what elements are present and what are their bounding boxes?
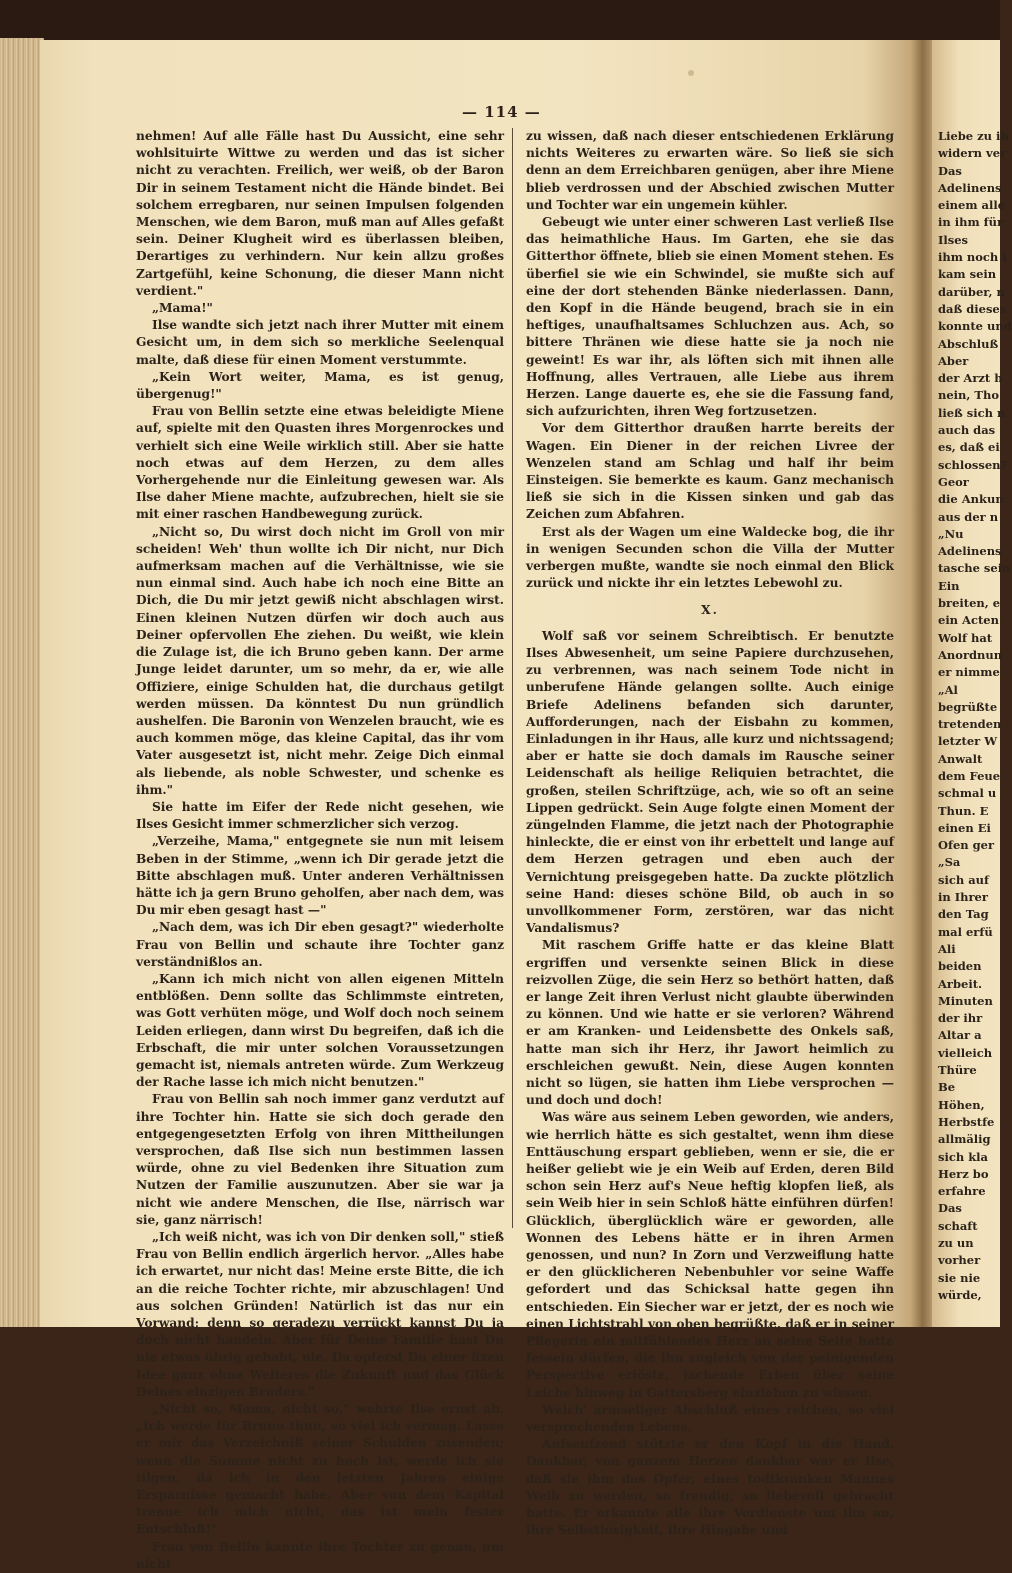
adjacent-page-line: daß dieses xyxy=(938,301,1007,316)
adjacent-page-line: sich kla xyxy=(938,1149,988,1164)
adjacent-page-line: Altar a xyxy=(938,1028,982,1043)
adjacent-page-line: widern ver xyxy=(938,146,1007,161)
adjacent-page-line: „Nu xyxy=(938,526,964,541)
right-text-column xyxy=(526,128,894,1538)
adjacent-page-line: zu un xyxy=(938,1236,974,1250)
adjacent-page-line: Ilses xyxy=(938,232,969,247)
adjacent-page-line: Minuten xyxy=(938,993,993,1008)
adjacent-page-line: ließ sich n xyxy=(938,405,1006,420)
paragraph: „Nach dem, was ich Dir eben gesagt?" wiederholte Frau von Bellin und schaute ihre Tochter ganz verständnißlos an. xyxy=(136,920,504,969)
paragraph: zu wissen, daß nach dieser entschiedenen Erklärung nichts Weiteres zu erwarten wäre. So ließ sie sich denn an dem Erreichbaren genügen, aber ihre Miene blieb verdrossen und der Abschied zwischen Mutter und Tochter war ein ungemein kühler. xyxy=(526,129,894,212)
paragraph: Aufseufzend stützte er den Kopf in die Hand. Dankbar, von ganzem Herzen dankbar war er Ilse, daß sie ihm das Opfer, eines todtkranken Mannes Weib zu werden, so freudig, so liebevoll gebracht hatte. Er erkannte alle ihre Verdienste um ihn an, ihre Selbstlosigkeit, ihre Hingabe und xyxy=(526,1437,894,1538)
adjacent-page-line: Adelinens xyxy=(938,544,1002,559)
adjacent-page-line: begrüßte xyxy=(938,699,998,714)
paper-stain xyxy=(688,70,694,76)
adjacent-page-line: auch das xyxy=(938,423,996,438)
adjacent-page-line: Liebe zu ih xyxy=(938,129,1009,143)
paragraph: „Verzeihe, Mama," entgegnete sie nun mit leisem Beben in der Stimme, „wenn ich Dir gerade jetzt die Bitte abschlagen muß. Unter anderen Verhältnissen hätte ich ja gern Bruno geholfen, aber nach dem, was Du mir eben gesagt hast —" xyxy=(136,834,504,918)
adjacent-page-line: die Ankun xyxy=(938,492,1004,507)
adjacent-page-line: darüber, n xyxy=(938,284,1005,299)
left-text-column xyxy=(136,128,504,1571)
adjacent-page-line: dem Feue xyxy=(938,768,1001,783)
adjacent-page-line: kam sein xyxy=(938,267,997,282)
adjacent-page-line: Höhen, xyxy=(938,1097,985,1112)
paragraph: Frau von Bellin sah noch immer ganz verdutzt auf ihre Tochter hin. Hatte sie sich doch gerade den entgegengesetzten Erfolg von ihren Mittheilungen versprochen, daß Ilse sich nun bestimmen lassen würde, ohne zu viel Bedenken ihre Situation zum Nutzen der Familie auszunutzen. Aber sie war ja nicht wie andere Menschen, die Ilse, närrisch war sie, ganz närrisch! xyxy=(136,1092,504,1227)
adjacent-page-line: Arbeit. xyxy=(938,976,983,991)
adjacent-page-line: Herbstfe xyxy=(938,1114,995,1129)
paragraph: Ilse wandte sich jetzt nach ihrer Mutter mit einem Gesicht um, in dem sich so merkliche Seelenqual malte, daß diese für einen Moment verstummte. xyxy=(136,318,504,367)
paragraph: „Nicht so, Mama, nicht so," wehrte Ilse ernst ab. „Ich werde für Bruno thun, so viel ich vermag. Lasse er mir das Verzeichniß seiner Schulden zusenden; wenn die Summe nicht zu hoch ist, werde ich sie tilgen, da ich in den letzten Jahren einige Ersparnisse gemacht habe. Aber von dem Kapital trenne ich mich nicht, das ist mein fester Entschluß!" xyxy=(136,1402,504,1537)
column-divider xyxy=(512,128,513,1228)
adjacent-page-line: „Al xyxy=(938,682,958,697)
adjacent-page-line: Ein xyxy=(938,578,960,593)
adjacent-page-line: einem alle xyxy=(938,198,1006,213)
adjacent-page-line: Anwalt xyxy=(938,751,983,766)
adjacent-page-line: mal erfü xyxy=(938,924,993,939)
adjacent-page-line: Geor xyxy=(938,474,969,489)
paragraph: Erst als der Wagen um eine Waldecke bog, die ihr in wenigen Secunden schon die Villa der Mutter verbergen mußte, wandte sie noch einmal den Blick zurück und nickte ihr ein letztes Lebewohl zu. xyxy=(526,524,894,591)
adjacent-page-line: Das xyxy=(938,1201,962,1216)
adjacent-page-line: Das xyxy=(938,163,962,178)
adjacent-page-line: allmälig xyxy=(938,1132,991,1147)
paragraph: „Ich weiß nicht, was ich von Dir denken soll," stieß Frau von Bellin endlich ärgerlich hervor. „Alles habe ich erwartet, nur nicht das! Meine erste Bitte, die ich an die reiche Tochter richte, mir abzuschlagen! Und aus solchen Gründen! Natürlich ist das nur ein Vorwand; denn so geradezu verrückt kannst Du ja doch nicht handeln. Aber für Deine Familie hast Du nie etwas übrig gehabt, nie. Da opferst Du einer fixen Idee ganz ohne Weiteres die Zukunft und das Glück Deines einzigen Bruders." xyxy=(136,1230,504,1399)
adjacent-page-line: konnte und xyxy=(938,319,1012,334)
adjacent-page-line: schmal u xyxy=(938,786,997,801)
paragraph: Mit raschem Griffe hatte er das kleine Blatt ergriffen und versenkte seinen Blick in diese reizvollen Züge, die sein Herz so bethört hatten, daß er lange Zeit ihren Verlust nicht glaubte überwinden zu können. Und wie hatte er sie verloren? Während er am Kranken- und Leidensbette des Onkels saß, hatte man sich ihr Herz, ihr Jawort heimlich zu erschleichen gewußt. Nein, diese Augen konnten nicht so lügen, sie hatten ihm Liebe versprochen — und doch und doch! xyxy=(526,938,894,1108)
adjacent-page-line: aus der n xyxy=(938,509,999,524)
adjacent-page-line: vielleich xyxy=(938,1045,993,1060)
paragraph: Welch' armseliger Abschluß eines reichen, so viel versprechenden Lebens. xyxy=(526,1402,894,1435)
page-stack-edge xyxy=(0,38,44,1327)
adjacent-page-line: einen Ei xyxy=(938,820,991,835)
adjacent-page-line: in ihm für xyxy=(938,215,1004,230)
adjacent-page-line: Ali xyxy=(938,941,956,956)
adjacent-page-line: Herz bo xyxy=(938,1166,989,1181)
adjacent-page-line: Anordnun xyxy=(938,647,1003,662)
adjacent-page-line: der ihr xyxy=(938,1011,983,1026)
adjacent-page-line: in Ihrer xyxy=(938,890,988,905)
paragraph: „Kein Wort weiter, Mama, es ist genug, übergenug!" xyxy=(136,369,504,402)
paragraph: Vor dem Gitterthor draußen harrte bereits der Wagen. Ein Diener in der reichen Livree der Wenzelen stand am Schlag und half ihr beim Einsteigen. Sie bemerkte es kaum. Ganz mechanisch ließ sie sich in die Kissen sinken und gab das Zeichen zum Abfahren. xyxy=(526,421,894,522)
paragraph: Was wäre aus seinem Leben geworden, wie anders, wie herrlich hätte es sich gestaltet, wenn ihm diese Enttäuschung erspart geblieben, wenn er sie, die er heißer geliebt wie je ein Weib auf Erden, deren Bild schon sein Herz auf's Neue heftig klopfen ließ, als sein Weib hier in sein Schloß hätte einführen dürfen! Glücklich, überglücklich wäre er geworden, alle Wonnen des Lebens hätte er in ihren Armen genossen, und nun? In Zorn und Verzweiflung hatte er den glücklicheren Nebenbuhler vor seine Waffe gefordert und das Schicksal hatte gegen ihn entschieden. Ein Siecher war er jetzt, der es noch wie einen Lichtstrahl von oben begrüßte, daß er in seiner Pflegerin ein mitfühlendes Herz an seine Seite hatte fesseln dürfen, die ihn zugleich von der peinigenden Perspective erlöste, lachende Erben über seine Leiche hinweg in Gattersberg einziehen zu wissen. xyxy=(526,1110,894,1400)
adjacent-page-line: er nimme xyxy=(938,665,1000,680)
adjacent-page-line: Aber xyxy=(938,353,969,368)
adjacent-page-line: sich auf xyxy=(938,872,989,887)
paragraph: Wolf saß vor seinem Schreibtisch. Er benutzte Ilses Abwesenheit, um seine Papiere durchzusehen, zu verbrennen, was nach seinem Tode nicht in unberufene Hände gelangen sollte. Auch einige Briefe Adelinens befanden sich darunter, Aufforderungen, nach der Eisbahn zu kommen, Einladungen in ihr Haus, alle kurz und nichtssagend; aber er hatte sie doch damals im Rausche seiner Leidenschaft als heilige Reliquien betrachtet, die großen, steilen Schriftzüge, ach, wie so oft an seine Lippen gedrückt. Sein Auge folgte einen Moment der züngelnden Flamme, die jetzt nach der Photographie hinleckte, die er einst von ihr erbettelt und lange auf dem Herzen getragen und eben auch der Vernichtung preisgegeben hatte. Da zuckte plötzlich seine Hand: dieses schöne Bild, ob auch in so unvollkommener Form, zerstören, war das nicht Vandalismus? xyxy=(526,628,894,936)
paragraph: „Kann ich mich nicht von allen eigenen Mitteln entblößen. Denn sollte das Schlimmste eintreten, was Gott verhüten möge, und Wolf doch noch seinem Leiden erliegen, dann wirst Du begreifen, daß ich die Erbschaft, die mir unter solchen Voraussetzungen gemacht ist, niemals antreten würde. Zum Werkzeug der Rache lasse ich mich nicht benutzen." xyxy=(136,971,504,1090)
adjacent-page-line: würde, xyxy=(938,1287,982,1302)
adjacent-page-line: schaft xyxy=(938,1218,978,1233)
adjacent-page-line: der Arzt h xyxy=(938,371,1003,386)
adjacent-page-line: ihm noch i xyxy=(938,250,1007,265)
adjacent-page-line: ein Acten xyxy=(938,613,999,628)
adjacent-page-line: tretenden xyxy=(938,717,1002,732)
adjacent-page-line: nein, Tho xyxy=(938,388,1000,403)
paragraph: „Mama!" xyxy=(152,301,213,316)
adjacent-page-line: erfahre xyxy=(938,1184,986,1199)
adjacent-page-line: Adelinens xyxy=(938,180,1002,195)
paragraph: Gebeugt wie unter einer schweren Last verließ Ilse das heimathliche Haus. Im Garten, ehe sie das Gitterthor öffnete, blieb sie einen Moment stehen. Es überfiel sie wie ein Schwindel, sie mußte sich auf eine der dort stehenden Bänke niederlassen. Dann, den Kopf in die Hände beugend, brach sie in ein heftiges, unaufhaltsames Schluchzen aus. Ach, so bittere Thränen wie diese hatte sie ja noch nie geweint! Es war ihr, als löften sich mit ihnen alle Hoffnung, alles Vertrauen, alle Liebe aus ihrem Herzen. Lange dauerte es, ehe sie die Fassung fand, sich aufzurichten, ihren Weg fortzusetzen. xyxy=(526,215,894,419)
paragraph: Sie hatte im Eifer der Rede nicht gesehen, wie Ilses Gesicht immer schmerzlicher sich verzog. xyxy=(136,799,504,832)
adjacent-page-line: Wolf hat xyxy=(938,630,993,645)
adjacent-page-line: sie nie xyxy=(938,1270,981,1285)
adjacent-page-line: Thun. E xyxy=(938,803,989,818)
paragraph: nehmen! Auf alle Fälle hast Du Aussicht, eine sehr wohlsituirte Wittwe zu werden und das ist sicher nicht zu verachten. Freilich, wer weiß, ob der Baron Dir in seinem Testament nicht die Hände bindet. Bei solchem erregbaren, nur seinen Impulsen folgenden Menschen, wie dem Baron, muß man auf Alles gefaßt sein. Deiner Klugheit wird es überlassen bleiben, Derartiges zu verhindern. Nur kein allzu großes Zartgefühl, keine Schonung, die dieser Mann nicht verdient." xyxy=(136,129,504,298)
chapter-heading: X. xyxy=(701,603,719,618)
page-number: — 114 — xyxy=(462,103,541,121)
adjacent-page-line: tasche sein xyxy=(938,561,1011,576)
paragraph: Frau von Bellin setzte eine etwas beleidigte Miene auf, spielte mit den Quasten ihres Morgenrockes und verhielt sich eine Weile wirklich still. Aber sie hatte noch etwas auf dem Herzen, zu dem alles Vorhergehende nur die Einleitung gewesen war. Als Ilse daher Miene machte, aufzubrechen, hielt sie sie mit einer raschen Handbewegung zurück. xyxy=(136,404,504,522)
adjacent-page-line: Abschluß xyxy=(938,336,999,351)
adjacent-page-line: beiden xyxy=(938,959,982,974)
adjacent-page-fragment xyxy=(938,128,1012,1302)
paragraph: Frau von Bellin kannte ihre Tochter zu genau, um nicht xyxy=(136,1539,504,1571)
adjacent-page-line: Thüre xyxy=(938,1063,977,1078)
adjacent-page-line: den Tag xyxy=(938,907,989,922)
book-binding xyxy=(0,0,1000,40)
adjacent-page-line: schlossen? xyxy=(938,457,1008,472)
adjacent-page-line: letzter W xyxy=(938,734,998,749)
adjacent-page-line: vorher xyxy=(938,1253,981,1268)
adjacent-page-line: „Sa xyxy=(938,855,961,870)
adjacent-page-line: Ofen ger xyxy=(938,838,995,853)
paragraph: „Nicht so, Du wirst doch nicht im Groll von mir scheiden! Weh' thun wollte ich Dir nicht, nur Dich aufmerksam machen auf die Verhältnisse, wie sie nun einmal sind. Auch habe ich noch eine Bitte an Dich, die Du mir jetzt gewiß nicht abschlagen wirst. Einen kleinen Nutzen dürfen wir doch auch aus Deiner opfervollen Ehe ziehen. Du weißt, wie klein die Zulage ist, die ich Bruno geben kann. Der arme Junge leidet darunter, um so mehr, da er, wie alle Offiziere, einige Schulden hat, die durchaus getilgt werden müssen. Da könntest Du nun gründlich aushelfen. Die Baronin von Wenzelen braucht, wie es auch kommen möge, das kleine Capital, das ihr vom Vater ausgesetzt ist, nicht mehr. Zeige Dich einmal als liebende, als noble Schwester, und schenke es ihm." xyxy=(136,524,504,797)
adjacent-page-line: es, daß ei xyxy=(938,440,1000,455)
adjacent-page-line: breiten, e xyxy=(938,596,1001,611)
adjacent-page-line: Be xyxy=(938,1080,956,1095)
